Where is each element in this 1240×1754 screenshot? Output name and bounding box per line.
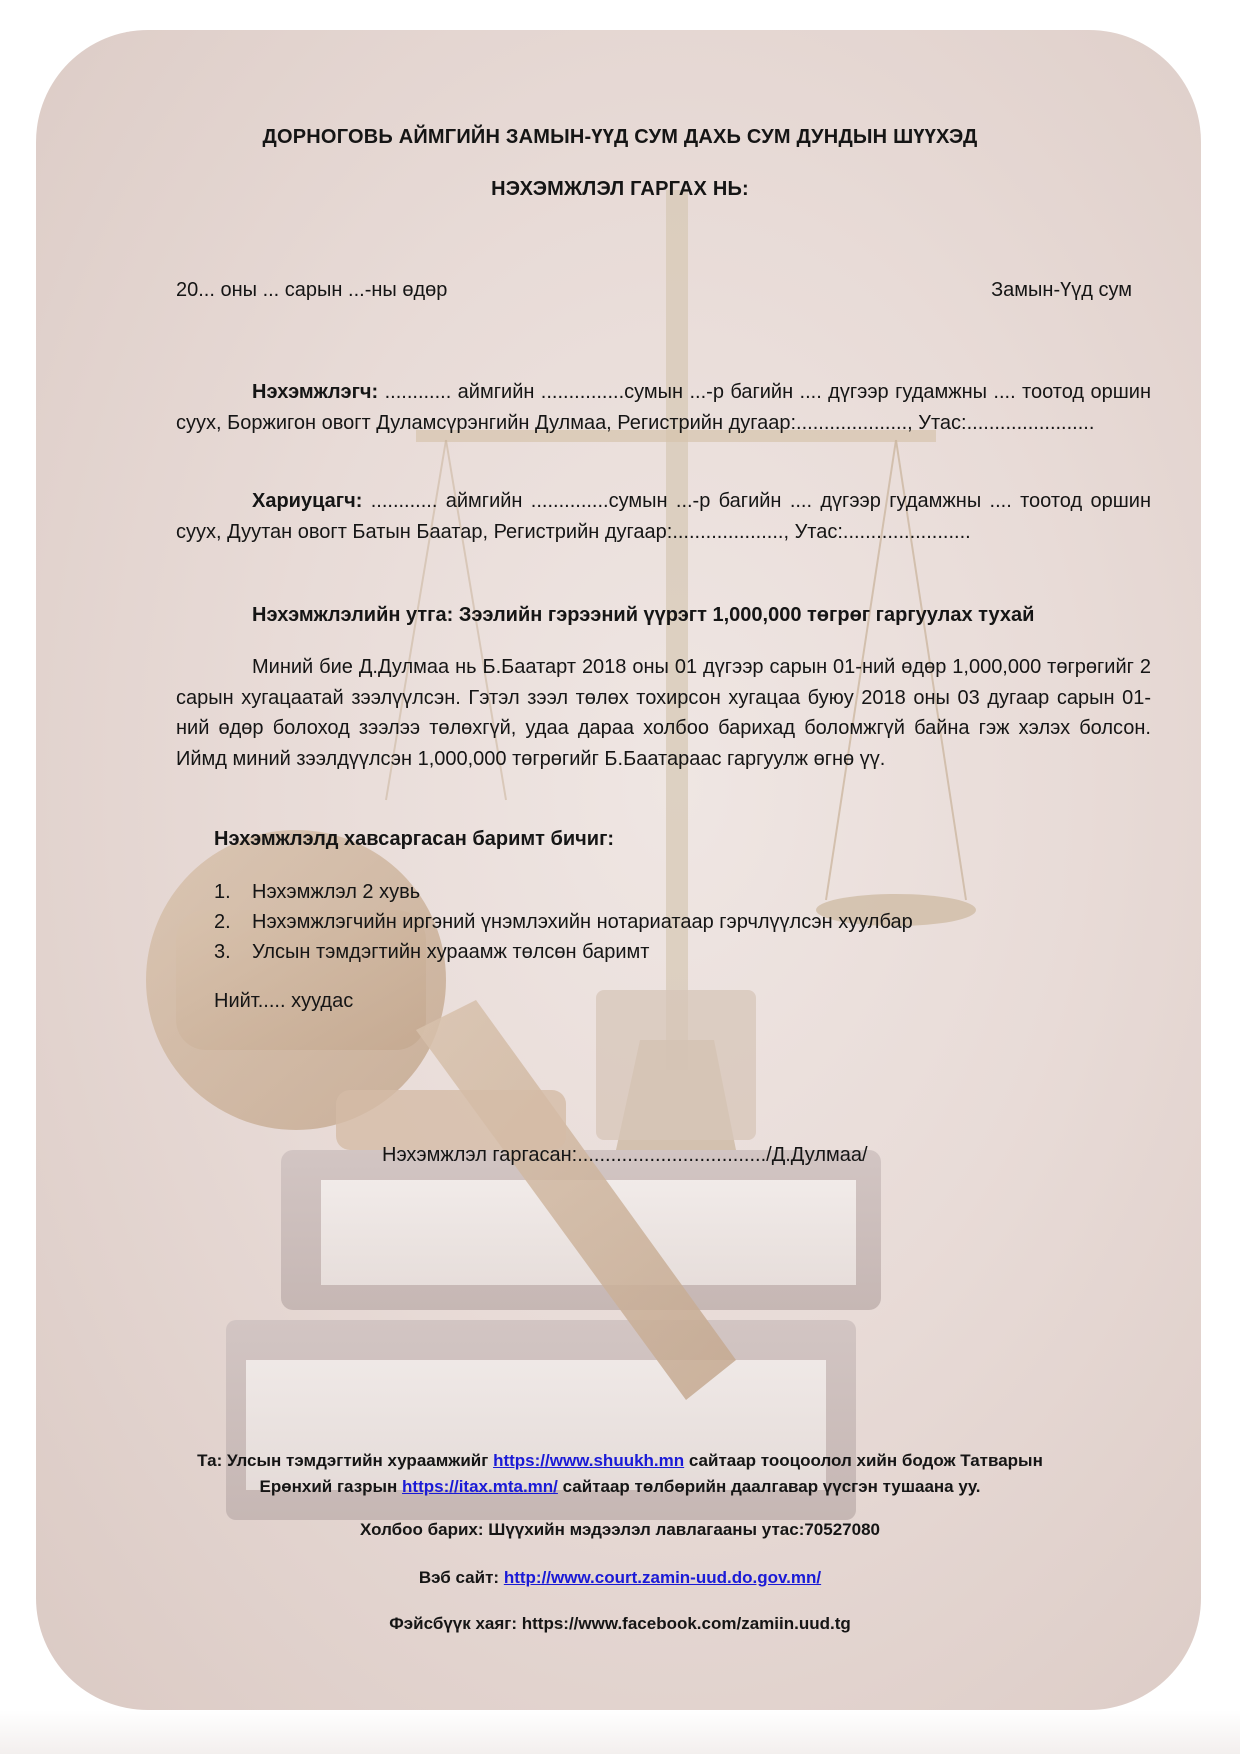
list-item: 3. Улсын тэмдэгтийн хураамж төлсөн баримт <box>214 941 650 963</box>
defendant-details: ............ аймгийн ..............сумын ...-р багийн .... дүгээр гудамжны .... тоотод оршин суух, Дуутан овогт Батын Баатар, Регистрийн дугаар:...................., Утас:....................... <box>176 490 1151 543</box>
place-line: Замын-Үүд сум <box>991 279 1132 301</box>
website-line: Вэб сайт: http://www.court.zamin-uud.do.gov.mn/ <box>418 1568 822 1587</box>
claim-heading: Нэхэмжлэлийн утга: Зээлийн гэрээний үүрэгт 1,000,000 төгрөг гаргуулах тухай <box>252 604 1035 626</box>
defendant-label: Хариуцагч: <box>252 490 363 512</box>
page-bottom-edge <box>0 1710 1240 1754</box>
list-item: 2. Нэхэмжлэгчийн иргэний үнэмлэхийн нотариатаар гэрчлүүлсэн хуулбар <box>214 911 913 933</box>
attachments-list <box>214 877 913 967</box>
defendant-paragraph <box>176 486 1151 547</box>
document-title: НЭХЭМЖЛЭЛ ГАРГАХ НЬ: <box>491 178 749 200</box>
court-website-link[interactable]: http://www.court.zamin-uud.do.gov.mn/ <box>503 1568 822 1587</box>
list-item: 1. Нэхэмжлэл 2 хувь <box>214 881 421 903</box>
attachments-heading: Нэхэмжлэлд хавсаргасан баримт бичиг: <box>214 828 615 850</box>
itax-link[interactable]: https://itax.mta.mn/ <box>402 1477 558 1496</box>
shuukh-link[interactable]: https://www.shuukh.mn <box>493 1451 685 1470</box>
facebook-line: Фэйсбүүк хаяг: https://www.facebook.com/zamiin.uud.tg <box>389 1614 851 1633</box>
date-line: 20... оны ... сарын ...-ны өдөр <box>176 279 448 301</box>
claim-body: Миний бие Д.Дулмаа нь Б.Баатарт 2018 оны 01 дүгээр сарын 01-ний өдөр 1,000,000 төгрөгийг 2 сарын хугацаатай зээлүүлсэн. Гэтэл зээл төлөх тохирсон хугацаа буюу 2018 оны 03 дугаар сарын 01-ний өдөр болоход зээлээ төлөхгүй, удаа дараа холбоо барихад боломжгүй байна гэж хэлэх болсон. Иймд миний зээлдүүлсэн 1,000,000 төгрөгийг Б.Баатараас гаргуулж өгнө үү. <box>176 656 1151 770</box>
signature-line: Нэхэмжлэл гаргасан:................................../Д.Дулмаа/ <box>382 1144 868 1166</box>
plaintiff-details: ............ аймгийн ...............сумын ...-р багийн .... дүгээр гудамжны .... тоотод оршин суух, Боржигон овогт Дуламсүрэнгийн Дулмаа, Регистрийн дугаар:...................., Утас:....................... <box>176 381 1151 434</box>
page-count: Нийт..... хуудас <box>214 990 354 1012</box>
contact-line: Холбоо барих: Шүүхийн мэдээлэл лавлагааны утас:70527080 <box>360 1520 880 1539</box>
plaintiff-label: Нэхэмжлэгч: <box>252 381 379 403</box>
plaintiff-paragraph <box>176 377 1151 438</box>
fee-note: Та: Улсын тэмдэгтийн хураамжийг https://www.shuukh.mn сайтаар тооцоолол хийн бодож Татварын Ерөнхий газрын https://itax.mta.mn/ сайтаар төлбөрийн даалгавар үүсгэн тушаана уу. <box>197 1451 1043 1496</box>
court-name: ДОРНОГОВЬ АЙМГИЙН ЗАМЫН-ҮҮД СУМ ДАХЬ СУМ ДУНДЫН ШҮҮХЭД <box>262 126 978 148</box>
